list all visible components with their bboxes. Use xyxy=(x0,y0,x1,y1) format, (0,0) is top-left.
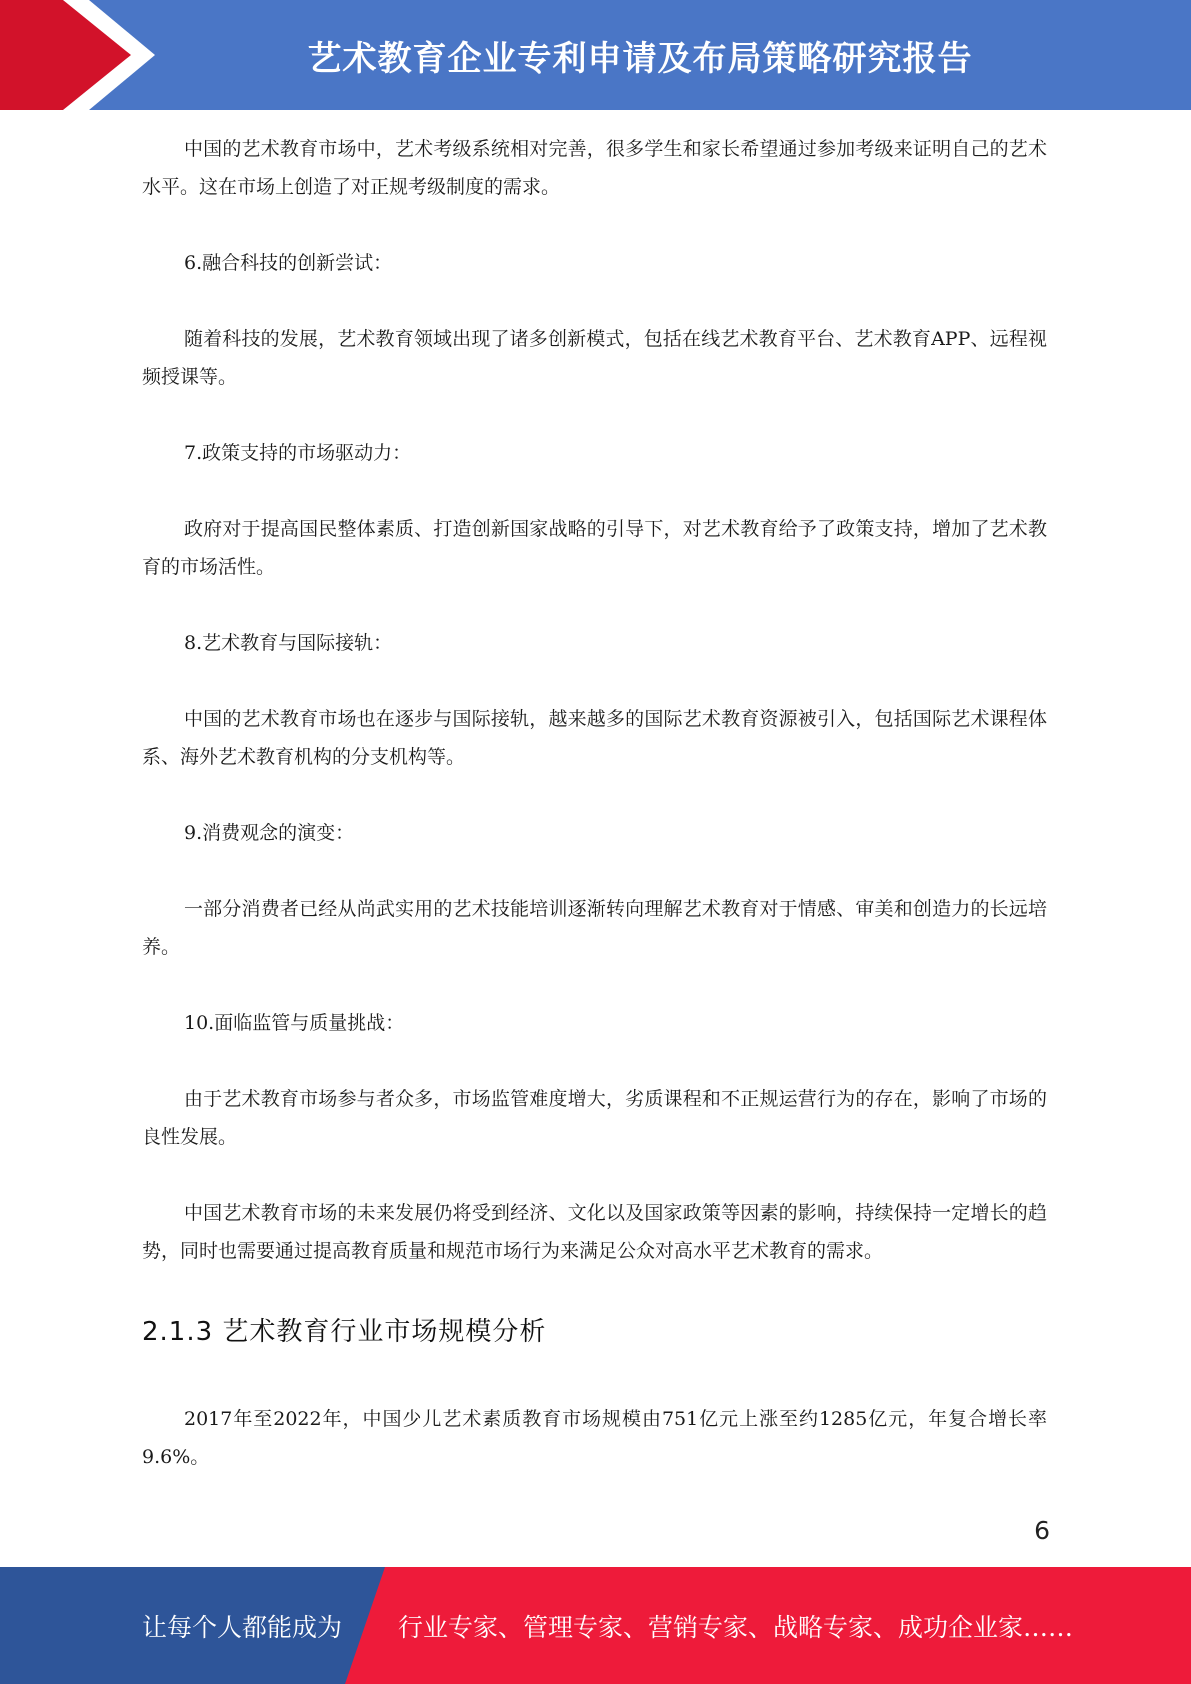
report-title: 艺术教育企业专利申请及布局策略研究报告 xyxy=(307,38,973,79)
paragraph-regulation: 由于艺术教育市场参与者众多，市场监管难度增大，劣质课程和不正规运营行为的存在，影响了市场的良性发展。 xyxy=(142,1088,1047,1148)
page-header xyxy=(0,0,1191,110)
list-heading-tech-innovation: 6.融合科技的创新尝试： xyxy=(184,252,393,274)
footer-slogan-right: 行业专家、管理专家、营销专家、战略专家、成功企业家…… xyxy=(398,1612,1074,1642)
paragraph-policy-support: 政府对于提高国民整体素质、打造创新国家战略的引导下，对艺术教育给予了政策支持，增加了艺术教育的市场活性。 xyxy=(142,518,1047,578)
paragraph-tech-innovation: 随着科技的发展，艺术教育领域出现了诸多创新模式，包括在线艺术教育平台、艺术教育APP、远程视频授课等。 xyxy=(142,328,1047,388)
paragraph-consumption: 一部分消费者已经从尚武实用的艺术技能培训逐渐转向理解艺术教育对于情感、审美和创造力的长远培养。 xyxy=(142,898,1047,958)
section-heading: 2.1.3 艺术教育行业市场规模分析 xyxy=(142,1317,547,1347)
paragraph-international: 中国的艺术教育市场也在逐步与国际接轨，越来越多的国际艺术教育资源被引入，包括国际艺术课程体系、海外艺术教育机构的分支机构等。 xyxy=(142,708,1047,768)
list-heading-regulation: 10.面临监管与质量挑战： xyxy=(184,1012,405,1034)
page-footer xyxy=(0,1567,1191,1684)
footer-slogan-left: 让每个人都能成为 xyxy=(142,1612,343,1642)
paragraph-market-size: 2017年至2022年，中国少儿艺术素质教育市场规模由751亿元上涨至约1285亿元，年复合增长率9.6%。 xyxy=(142,1408,1047,1468)
paragraph-outlook: 中国艺术教育市场的未来发展仍将受到经济、文化以及国家政策等因素的影响，持续保持一定增长的趋势，同时也需要通过提高教育质量和规范市场行为来满足公众对高水平艺术教育的需求。 xyxy=(142,1202,1047,1262)
red-chevron-shape xyxy=(0,0,143,110)
page-number: 6 xyxy=(1034,1516,1050,1545)
list-heading-policy-support: 7.政策支持的市场驱动力： xyxy=(184,442,412,464)
paragraph-exam-system: 中国的艺术教育市场中，艺术考级系统相对完善，很多学生和家长希望通过参加考级来证明自己的艺术水平。这在市场上创造了对正规考级制度的需求。 xyxy=(142,138,1047,198)
document-body xyxy=(142,130,1047,1476)
list-heading-international: 8.艺术教育与国际接轨： xyxy=(184,632,393,654)
list-heading-consumption: 9.消费观念的演变： xyxy=(184,822,355,844)
